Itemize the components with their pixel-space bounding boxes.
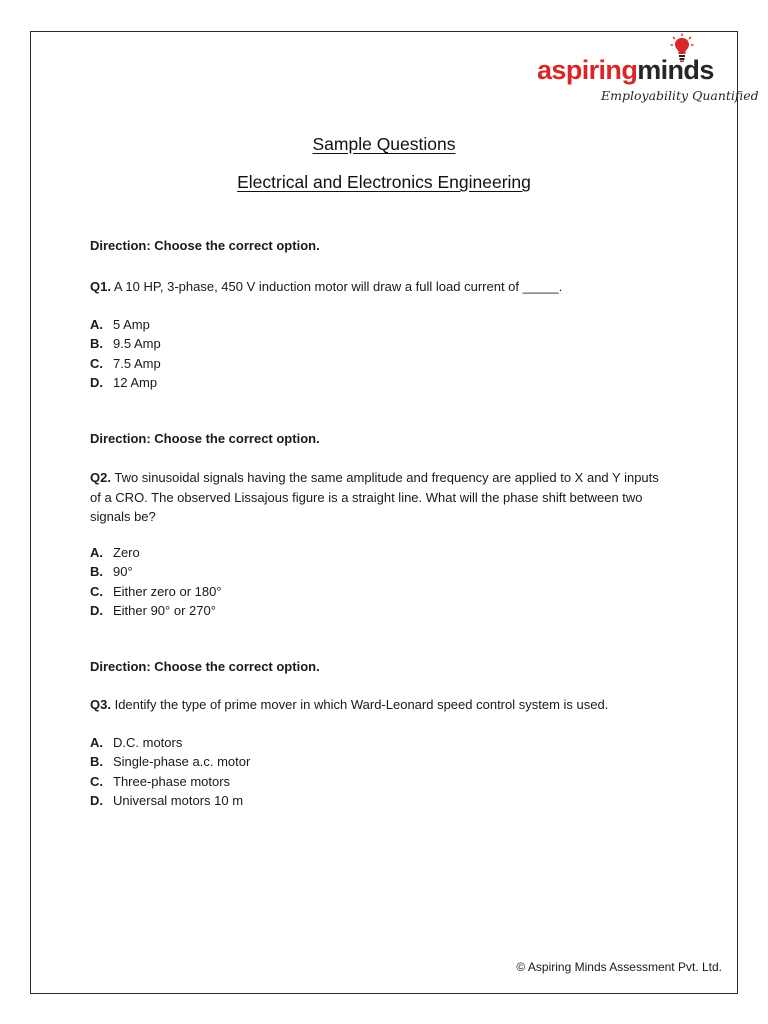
option-d xyxy=(90,791,670,810)
direction-text: Direction: Choose the correct option. xyxy=(90,431,320,446)
option-text: Zero xyxy=(113,544,140,560)
option-d xyxy=(90,601,670,620)
option-letter: A. xyxy=(90,734,103,750)
aspiring-minds-logo xyxy=(537,33,759,109)
option-text: Either zero or 180° xyxy=(113,583,222,599)
question-2 xyxy=(90,468,670,527)
option-d xyxy=(90,373,670,392)
logo-wordmark xyxy=(537,55,714,85)
option-letter: A. xyxy=(90,544,103,560)
option-text: Three-phase motors xyxy=(113,773,231,789)
option-text: 5 Amp xyxy=(113,316,150,332)
option-text: 12 Amp xyxy=(113,374,158,390)
option-letter: C. xyxy=(90,355,103,371)
option-a xyxy=(90,733,670,752)
option-b xyxy=(90,752,670,771)
options-list xyxy=(90,315,670,392)
option-text: D.C. motors xyxy=(113,734,183,750)
question-1 xyxy=(90,277,670,297)
option-text: 7.5 Amp xyxy=(113,355,161,371)
options-list xyxy=(90,733,670,810)
option-text: 90° xyxy=(113,564,133,580)
question-number: Q1. xyxy=(90,279,111,294)
footer-copyright: © Aspiring Minds Assessment Pvt. Ltd. xyxy=(516,960,722,974)
question-number: Q3. xyxy=(90,697,111,712)
question-3 xyxy=(90,695,670,715)
option-b xyxy=(90,562,670,581)
option-text: 9.5 Amp xyxy=(113,336,161,352)
option-letter: B. xyxy=(90,754,103,770)
option-letter: C. xyxy=(90,583,103,599)
question-text: A 10 HP, 3-phase, 450 V induction motor will draw a full load current of _____. xyxy=(110,279,563,294)
question-text: Two sinusoidal signals having the same amplitude and frequency are applied to X and Y inputs of a CRO. The observed Lissajous figure is a straight line. What will the phase shift between two signals be? xyxy=(90,470,659,524)
question-text: Identify the type of prime mover in which Ward-Leonard speed control system is used. xyxy=(110,697,609,712)
question-number: Q2. xyxy=(90,470,111,485)
logo-word-minds: minds xyxy=(637,55,714,85)
option-a xyxy=(90,315,670,334)
options-list xyxy=(90,543,670,620)
option-a xyxy=(90,543,670,562)
option-text: Universal motors 10 m xyxy=(113,792,244,808)
option-letter: D. xyxy=(90,792,103,808)
option-b xyxy=(90,334,670,353)
option-text: Single-phase a.c. motor xyxy=(113,754,251,770)
logo-tagline: Employability Quantified xyxy=(601,88,759,103)
logo-word-aspiring: aspiring xyxy=(537,55,638,85)
direction-text: Direction: Choose the correct option. xyxy=(90,238,320,253)
option-c xyxy=(90,354,670,373)
option-c xyxy=(90,582,670,601)
option-letter: D. xyxy=(90,602,103,618)
option-letter: D. xyxy=(90,374,103,390)
option-text: Either 90° or 270° xyxy=(113,602,216,618)
direction-text: Direction: Choose the correct option. xyxy=(90,659,320,674)
page-title: Sample Questions xyxy=(312,134,456,154)
option-letter: A. xyxy=(90,316,103,332)
page-subtitle: Electrical and Electronics Engineering xyxy=(237,172,531,192)
option-c xyxy=(90,772,670,791)
option-letter: C. xyxy=(90,773,103,789)
option-letter: B. xyxy=(90,336,103,352)
option-letter: B. xyxy=(90,564,103,580)
